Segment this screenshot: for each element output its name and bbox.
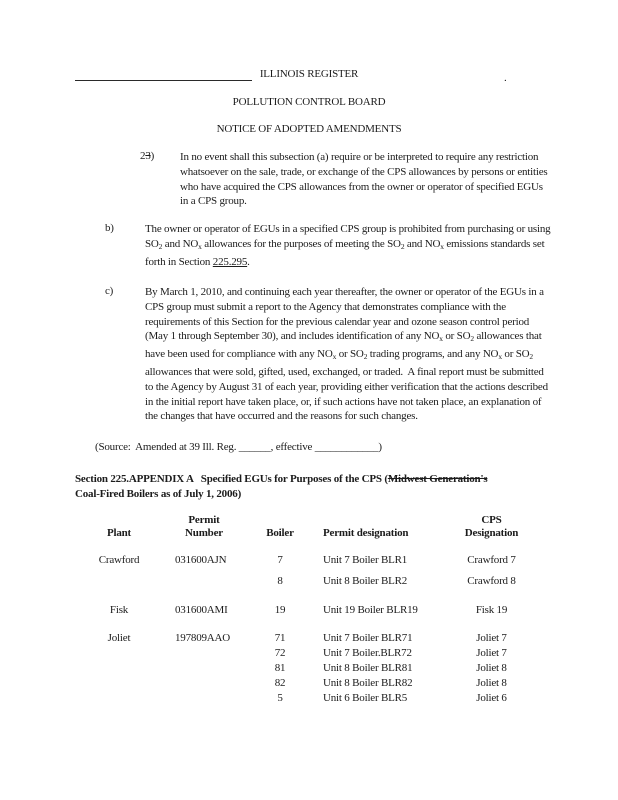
- egu-table: [75, 514, 548, 714]
- col-header-permit-line1: Permit: [188, 514, 220, 526]
- board-title: POLLUTION CONTROL BOARD: [232, 96, 386, 108]
- register-title: ILLINOIS REGISTER: [259, 68, 359, 80]
- table-row: Fisk 031600AMI 19 Unit 19 Boiler BLR19 Fisk 19: [109, 604, 508, 616]
- paragraph-b-label: b): [105, 222, 114, 234]
- col-header-cps-line1: CPS: [481, 514, 502, 526]
- paragraph-23-body: In no event shall this subsection (a) require or be interpreted to require any restriction whatsoever on the sale, trade, or exchange of the CPS allowances by persons or entities who have acquired the CPS allowances from the owner or operator of specified EGUs in a CPS group.: [180, 151, 551, 208]
- paragraph-c-body: By March 1, 2010, and continuing each year thereafter, the owner or operator of the EGUs in a CPS group must submit a report to the Agency that demonstrates compliance with the requirements of this Section for the previous calendar year and ozone season control period (May 1 through September 30), and includes identification of any $NO_x$ or $SO_2$ allowances that have been used for compliance with any $NO_x$ or $SO_2$ trading programs, and any $NO_x$ or $SO_2$ allowances that were sold, gifted, used, exchanged, or traded. A final report must be submitted to the Agency by August 31 of each year, providing either verification that the actions described in the initial report have taken place, or, if such actions have not taken place, an explanation of the changes that have occurred and the reasons for such changes.: [145, 286, 551, 423]
- paragraph-23-label: 23): [140, 150, 155, 162]
- header-blank-underline: [75, 80, 252, 81]
- section-appendix-heading: Section 225.APPENDIX A Specified EGUs for Purposes of the CPS (Midwest Generation's Coal-Fired Boilers as of July 1, 2006): [75, 473, 490, 500]
- table-row: 81 Unit 8 Boiler BLR81 Joliet 8: [274, 662, 507, 674]
- table-header-line1: [75, 514, 548, 528]
- table-header-line2: [75, 527, 548, 541]
- paragraph-b-body: The owner or operator of EGUs in a specified CPS group is prohibited from purchasing or using $SO_2$ and $NO_x$ allowances for the purposes of meeting the $SO_2$ and $NO_x$ emissions standards set forth in Section 225.295.: [145, 223, 553, 268]
- table-row: 5 Unit 6 Boiler BLR5 Joliet 6: [277, 692, 507, 704]
- table-row: 82 Unit 8 Boiler BLR82 Joliet 8: [274, 677, 507, 689]
- table-row: 8 Unit 8 Boiler BLR2 Crawford 8: [277, 575, 516, 587]
- col-header-permit-designation: Permit designation: [323, 527, 409, 539]
- table-row: Crawford 031600AJN 7 Unit 7 Boiler BLR1 Crawford 7: [98, 554, 516, 566]
- header-right-mark: .: [504, 72, 507, 84]
- col-header-boiler: Boiler: [266, 527, 294, 539]
- table-row: Joliet 197809AAO 71 Unit 7 Boiler BLR71 Joliet 7: [107, 632, 507, 644]
- col-header-permit-line2: Number: [185, 527, 223, 539]
- col-header-cps-line2: Designation: [464, 527, 519, 539]
- notice-title: NOTICE OF ADOPTED AMENDMENTS: [216, 123, 402, 135]
- source-line: (Source: Amended at 39 Ill. Reg. ______, effective ____________): [95, 441, 382, 453]
- table-row: 72 Unit 7 Boiler.BLR72 Joliet 7: [274, 647, 507, 659]
- col-header-plant: Plant: [106, 527, 132, 539]
- paragraph-c-label: c): [105, 285, 114, 297]
